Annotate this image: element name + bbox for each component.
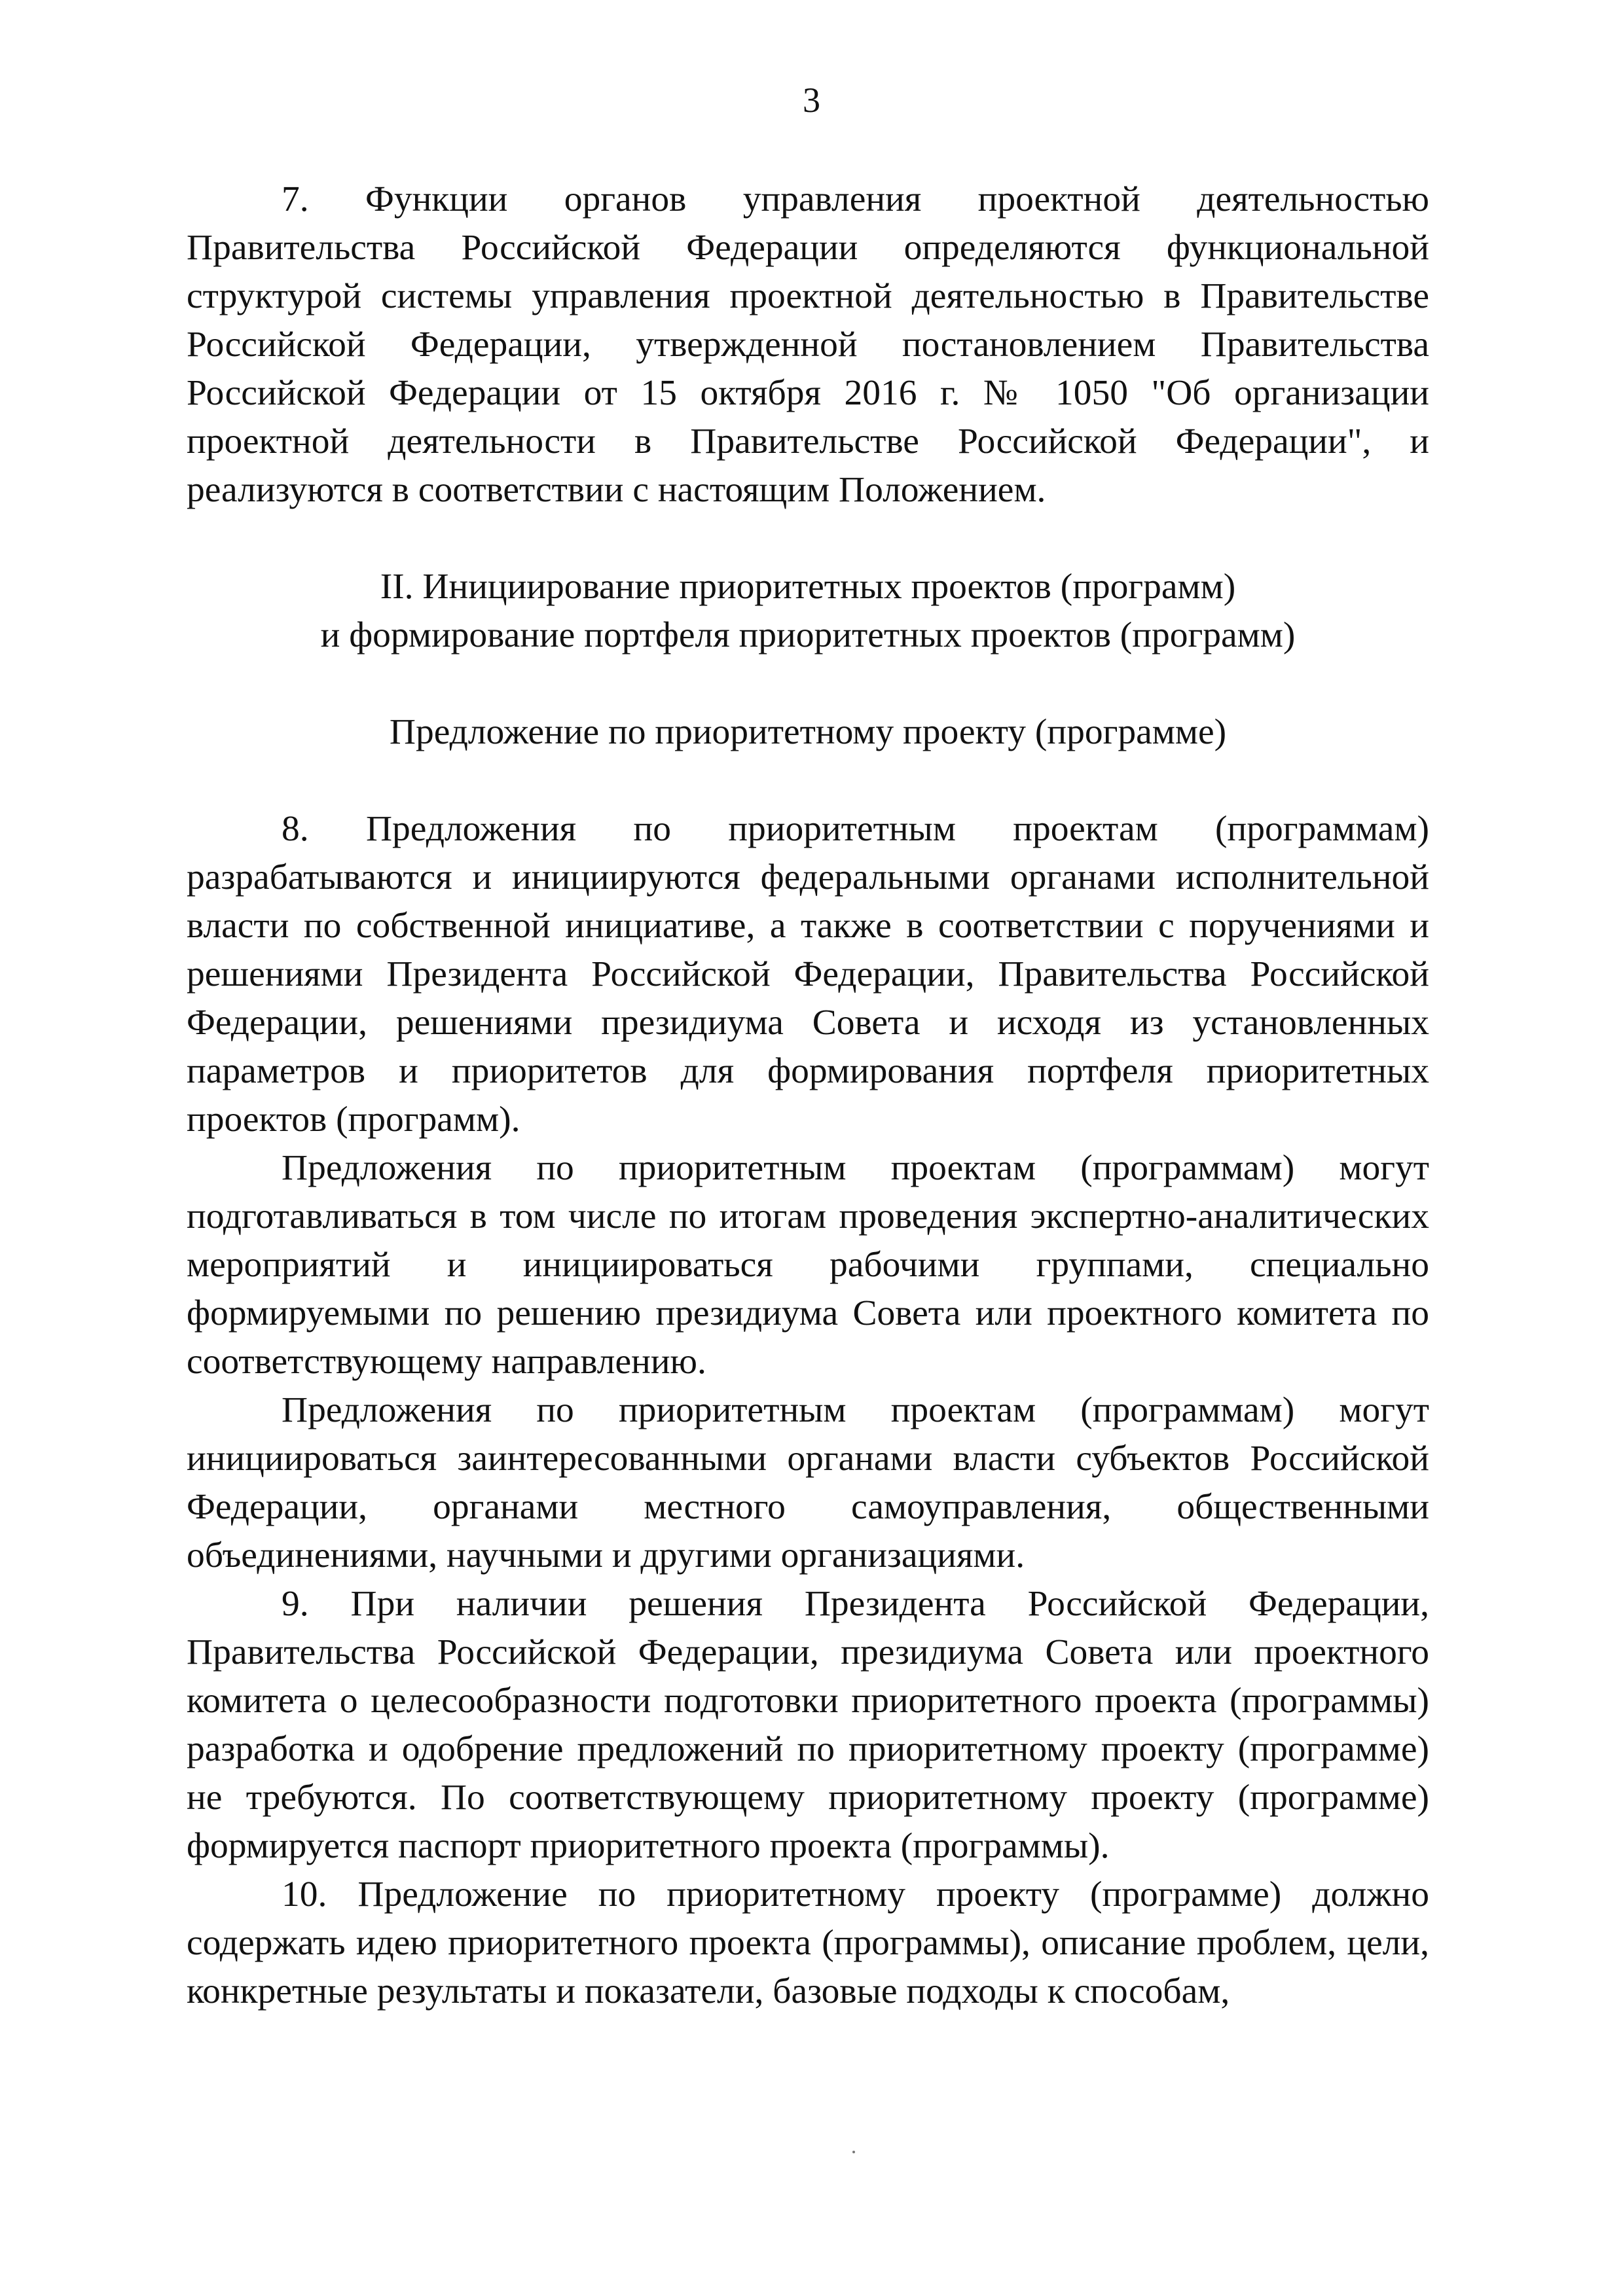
paragraph-8-continued-b: Предложения по приоритетным проектам (программам) могут инициироваться заинтересованными органами власти субъектов Российской Федерации, органами местного самоуправления, общественными объединениями, научными и другими организациями. (187, 1390, 1429, 1575)
section-title-line-1: II. Инициирование приоритетных проектов (программ) (380, 567, 1236, 607)
section-title-line-2: и формирование портфеля приоритетных проектов (программ) (320, 615, 1296, 655)
page-number: 3 (803, 81, 820, 120)
paragraph-9: 9. При наличии решения Президента Российской Федерации, Правительства Российской Федерации, президиума Совета или проектного комитета о целесообразности подготовки приоритетного проекта (программы) разработка и одобрение предложений по приоритетному проекту (программе) не требуются. По соответствующему приоритетному проекту (программе) формируется паспорт приоритетного проекта (программы). (187, 1584, 1429, 1866)
section-heading (187, 563, 1429, 660)
paragraph-8: 8. Предложения по приоритетным проектам (программам) разрабатываются и инициируются федеральными органами исполнительной власти по собственной инициативе, а также в соответствии с поручениями и решениями Президента Российской Федерации, Правительства Российской Федерации, решениями президиума Совета и исходя из установленных параметров и приоритетов для формирования портфеля приоритетных проектов (программ). (187, 809, 1429, 1139)
paragraph-7: 7. Функции органов управления проектной деятельностью Правительства Российской Федерации определяются функциональной структурой системы управления проектной деятельностью в Правительстве Российской Федерации, утвержденной постановлением Правительства Российской Федерации от 15 октября 2016 г. № 1050 "Об организации проектной деятельности в Правительстве Российской Федерации", и реализуются в соответствии с настоящим Положением. (187, 179, 1429, 510)
paragraph-10: 10. Предложение по приоритетному проекту (программе) должно содержать идею приоритетного проекта (программы), описание проблем, цели, конкретные результаты и показатели, базовые подходы к способам, (187, 1874, 1429, 2011)
document-body (187, 175, 1429, 2016)
scan-speck (852, 2151, 855, 2153)
subheading: Предложение по приоритетному проекту (программе) (389, 712, 1227, 752)
paragraph-8-continued-a: Предложения по приоритетным проектам (программам) могут подготавливаться в том числе по итогам проведения экспертно-аналитических мероприятий и инициироваться рабочими группами, специально формируемыми по решению президиума Совета или проектного комитета по соответствующему направлению. (187, 1148, 1429, 1382)
